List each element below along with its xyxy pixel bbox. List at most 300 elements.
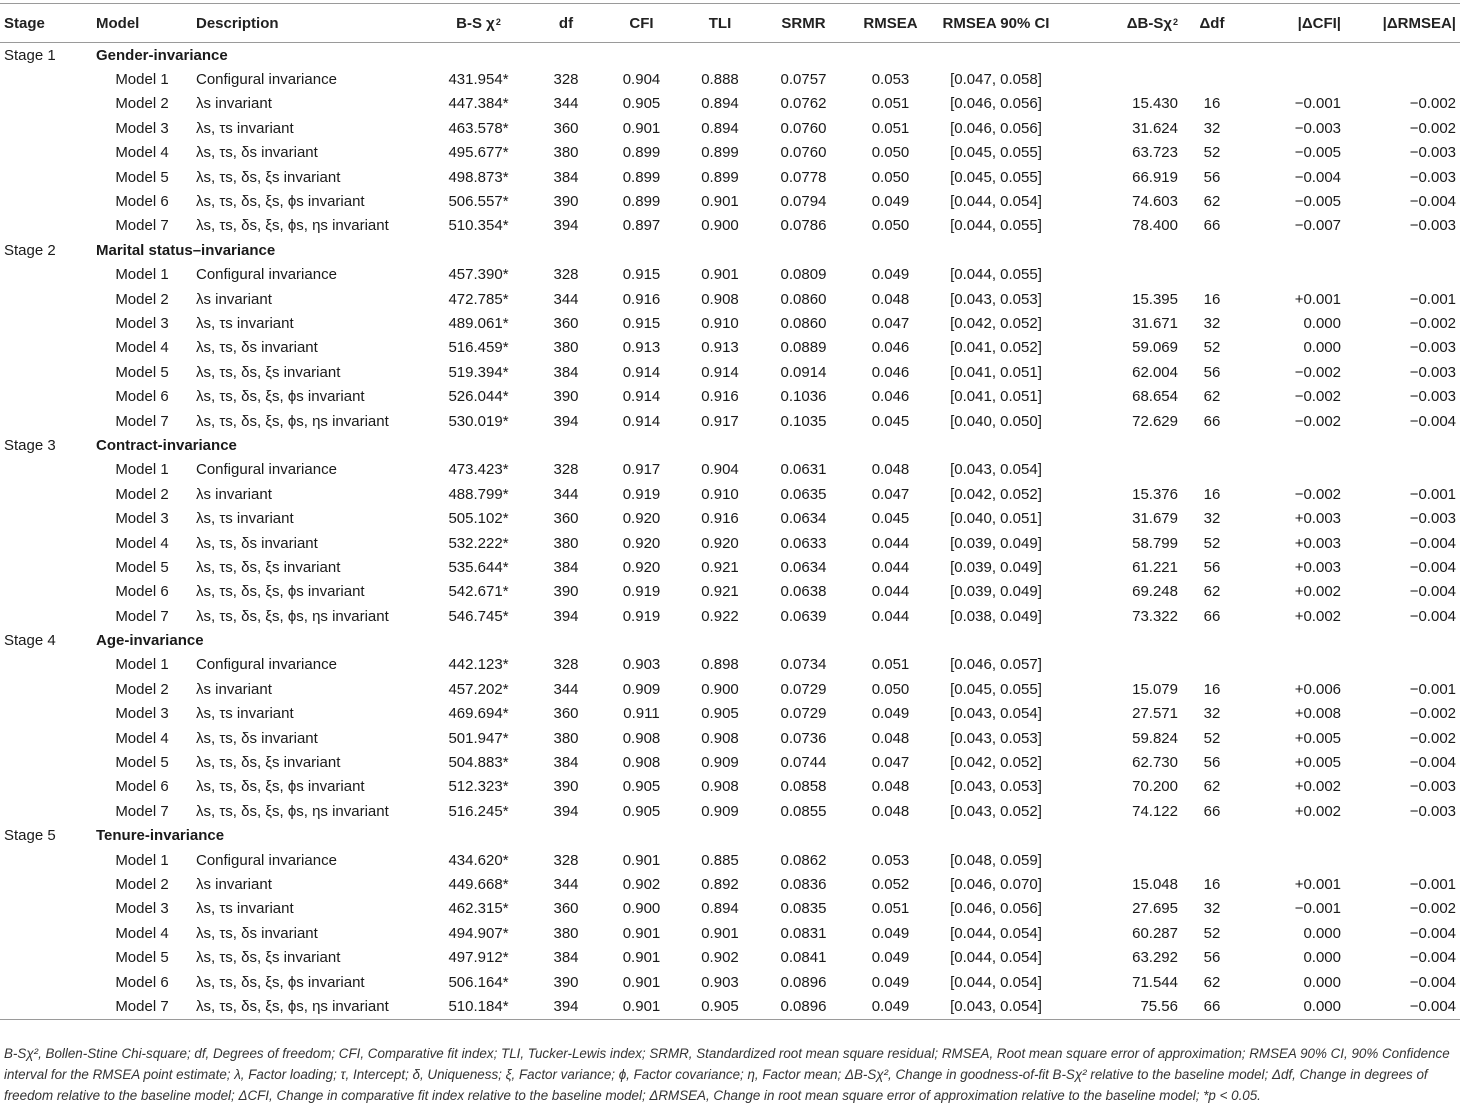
cell-delta-cfi: +0.003: [1294, 510, 1341, 528]
cell-delta-bs: 31.679: [1132, 510, 1178, 528]
cell-delta-rmsea: −0.003: [1409, 363, 1456, 381]
cell-cfi: 0.905: [622, 802, 661, 820]
cell-rmsea: 0.047: [871, 485, 910, 503]
cell-tli: 0.908: [701, 729, 739, 747]
cell-model: Model 3: [115, 510, 169, 528]
cell-model: Model 7: [115, 412, 169, 430]
cell-model: Model 6: [115, 583, 169, 601]
cell-rmsea-ci: [0.046, 0.056]: [950, 95, 1042, 113]
cell-rmsea-ci: [0.040, 0.051]: [950, 510, 1042, 528]
empty-cell: [0, 263, 92, 287]
cell-model: Model 2: [115, 485, 169, 503]
empty-cell: [680, 238, 760, 262]
cell-rmsea-ci: [0.039, 0.049]: [950, 534, 1042, 552]
cell-delta-rmsea: −0.004: [1409, 558, 1456, 576]
cell-rmsea-ci: [0.042, 0.052]: [950, 754, 1042, 772]
cell-delta-df: 56: [1203, 558, 1221, 576]
empty-cell: [1182, 433, 1242, 457]
stage-title: Age-invariance: [96, 632, 204, 650]
cell-tli: 0.910: [701, 485, 739, 503]
cell-srmr: 0.0631: [780, 461, 827, 479]
cell-model: Model 3: [115, 900, 169, 918]
table-row: [0, 604, 1460, 628]
cell-delta-df: 32: [1203, 900, 1221, 918]
cell-cfi: 0.919: [622, 583, 661, 601]
empty-cell: [0, 580, 92, 604]
cell-delta-bs: 63.292: [1132, 949, 1178, 967]
cell-delta-bs: 15.048: [1132, 875, 1178, 893]
stage-row: [0, 238, 1460, 262]
cell-delta-cfi: −0.004: [1294, 168, 1341, 186]
cell-rmsea-ci: [0.046, 0.056]: [950, 119, 1042, 137]
cell-delta-df: 52: [1203, 144, 1221, 162]
cell-tli: 0.910: [701, 314, 739, 332]
cell-rmsea: 0.049: [871, 193, 910, 211]
cell-srmr: 0.0858: [780, 778, 827, 796]
cell-description: λs, τs, δs invariant: [196, 924, 318, 942]
cell-model: Model 2: [115, 290, 169, 308]
cell-cfi: 0.920: [622, 510, 661, 528]
cell-delta-cfi: [1242, 653, 1345, 677]
cell-description: λs, τs, δs invariant: [196, 339, 318, 357]
table-row: [0, 165, 1460, 189]
cell-tli: 0.901: [701, 193, 739, 211]
cell-model: Model 1: [115, 266, 169, 284]
cell-cfi: 0.911: [623, 705, 660, 723]
cell-rmsea: 0.052: [871, 875, 910, 893]
cell-description: λs, τs, δs, ξs, ϕs, ηs invariant: [196, 412, 389, 430]
empty-cell: [1242, 43, 1345, 68]
empty-cell: [0, 116, 92, 140]
cell-delta-cfi: −0.002: [1294, 388, 1341, 406]
cell-srmr: 0.0638: [780, 583, 827, 601]
cell-description: λs, τs, δs, ξs, ϕs invariant: [196, 583, 365, 601]
cell-description: λs, τs, δs, ξs, ϕs invariant: [196, 193, 365, 211]
cell-tli: 0.899: [701, 144, 739, 162]
empty-cell: [847, 824, 934, 848]
cell-cfi: 0.899: [622, 144, 661, 162]
cell-model: Model 4: [115, 729, 169, 747]
cell-model: Model 1: [115, 851, 169, 869]
cell-bs-chi2: 504.883*: [448, 754, 509, 772]
cell-delta-bs: 27.571: [1132, 705, 1178, 723]
cell-bs-chi2: 498.873*: [448, 168, 509, 186]
cell-description: λs, τs, δs, ξs, ϕs invariant: [196, 388, 365, 406]
cell-delta-cfi: +0.003: [1294, 558, 1341, 576]
cell-delta-rmsea: −0.004: [1409, 754, 1456, 772]
empty-cell: [680, 43, 760, 68]
cell-srmr: 0.0836: [780, 875, 827, 893]
cell-delta-rmsea: −0.001: [1409, 875, 1456, 893]
cell-delta-bs: 75.56: [1058, 994, 1182, 1019]
cell-rmsea: 0.046: [871, 363, 910, 381]
cell-df: 384: [553, 558, 579, 576]
cell-tli: 0.922: [701, 607, 739, 625]
table-row: [0, 702, 1460, 726]
cell-delta-cfi: −0.002: [1294, 412, 1341, 430]
cell-cfi: 0.904: [622, 71, 661, 89]
cell-srmr: 0.0896: [780, 973, 827, 991]
cell-cfi: 0.901: [622, 973, 661, 991]
cell-bs-chi2: 506.164*: [448, 973, 509, 991]
cell-bs-chi2: 494.907*: [448, 924, 509, 942]
cell-delta-bs: 78.400: [1132, 217, 1178, 235]
cell-bs-chi2: 495.677*: [448, 144, 509, 162]
table-row: [0, 921, 1460, 945]
empty-cell: [428, 824, 529, 848]
table-row: [0, 750, 1460, 774]
cell-cfi: 0.908: [622, 729, 661, 747]
cell-bs-chi2: 457.390*: [448, 266, 509, 284]
empty-cell: [934, 43, 1058, 68]
cell-delta-cfi: +0.002: [1294, 607, 1341, 625]
cell-bs-chi2: 449.668*: [448, 875, 509, 893]
cell-tli: 0.885: [701, 851, 739, 869]
cell-delta-rmsea: −0.004: [1409, 924, 1456, 942]
cell-delta-rmsea: −0.003: [1409, 778, 1456, 796]
empty-cell: [0, 775, 92, 799]
cell-bs-chi2: 431.954*: [448, 71, 509, 89]
cell-delta-df: 32: [1203, 705, 1221, 723]
cell-srmr: 0.0639: [780, 607, 827, 625]
cell-delta-df: 16: [1203, 875, 1221, 893]
cell-rmsea-ci: [0.041, 0.052]: [950, 339, 1042, 357]
cell-srmr: 0.0633: [780, 534, 827, 552]
table-row: [0, 67, 1460, 91]
table-row: [0, 848, 1460, 872]
cell-tli: 0.898: [701, 656, 739, 674]
cell-delta-rmsea: −0.003: [1409, 510, 1456, 528]
cell-rmsea: 0.047: [871, 754, 910, 772]
empty-cell: [603, 43, 680, 68]
empty-cell: [0, 92, 92, 116]
cell-description: λs, τs, δs, ξs, ϕs, ηs invariant: [192, 994, 428, 1019]
cell-df: 394: [553, 217, 579, 235]
empty-cell: [680, 628, 760, 652]
cell-delta-df: 56: [1203, 754, 1221, 772]
cell-model: Model 5: [115, 363, 169, 381]
cell-delta-rmsea: −0.004: [1409, 412, 1456, 430]
cell-model: Model 4: [115, 924, 169, 942]
cell-description: λs invariant: [196, 290, 272, 308]
cell-bs-chi2: 516.245*: [448, 802, 509, 820]
stage-row: [0, 628, 1460, 652]
cell-bs-chi2: 469.694*: [448, 705, 509, 723]
empty-cell: [0, 945, 92, 969]
cell-delta-cfi: 0.000: [1303, 924, 1341, 942]
cell-delta-df: [1182, 653, 1242, 677]
cell-srmr: 0.0862: [780, 851, 827, 869]
cell-rmsea-ci: [0.045, 0.055]: [950, 680, 1042, 698]
empty-cell: [1345, 238, 1460, 262]
cell-delta-bs: 58.799: [1132, 534, 1178, 552]
cell-delta-df: 16: [1203, 95, 1221, 113]
cell-delta-rmsea: −0.004: [1345, 994, 1460, 1019]
cell-description: λs, τs, δs, ξs invariant: [196, 363, 341, 381]
cell-model: Model 4: [115, 339, 169, 357]
cell-rmsea: 0.051: [871, 119, 910, 137]
cell-delta-rmsea: −0.004: [1409, 534, 1456, 552]
cell-delta-df: [1182, 67, 1242, 91]
cell-rmsea: 0.049: [871, 266, 910, 284]
cell-delta-df: 52: [1203, 729, 1221, 747]
cell-delta-bs: 61.221: [1132, 558, 1178, 576]
cell-df: 328: [553, 461, 579, 479]
cell-delta-df: 66: [1203, 412, 1221, 430]
cell-rmsea: 0.051: [871, 900, 910, 918]
cell-rmsea-ci: [0.043, 0.053]: [950, 778, 1042, 796]
stage-title: Contract-invariance: [96, 436, 237, 454]
cell-df: 328: [553, 71, 579, 89]
cell-delta-rmsea: −0.003: [1409, 339, 1456, 357]
cell-df: 384: [553, 363, 579, 381]
empty-cell: [0, 970, 92, 994]
cell-tli: 0.894: [701, 119, 739, 137]
empty-cell: [529, 628, 603, 652]
empty-cell: [0, 799, 92, 823]
cell-rmsea: 0.049: [871, 973, 910, 991]
empty-cell: [0, 165, 92, 189]
cell-model: Model 1: [115, 71, 169, 89]
cell-description: λs, τs, δs invariant: [196, 729, 318, 747]
empty-cell: [680, 433, 760, 457]
header-bs-chi2: B-S $\chi^2$: [428, 4, 529, 43]
table-row: [0, 189, 1460, 213]
cell-rmsea: 0.049: [847, 994, 934, 1019]
empty-cell: [934, 824, 1058, 848]
cell-delta-df: 62: [1203, 193, 1221, 211]
cell-delta-df: 32: [1203, 314, 1221, 332]
cell-description: λs, τs, δs, ξs invariant: [196, 558, 341, 576]
table-row: [0, 360, 1460, 384]
empty-cell: [1242, 238, 1345, 262]
empty-cell: [760, 824, 847, 848]
table-row: [0, 141, 1460, 165]
invariance-table: [0, 3, 1460, 1020]
cell-rmsea: 0.053: [871, 71, 910, 89]
cell-bs-chi2: 463.578*: [448, 119, 509, 137]
cell-srmr: 0.0734: [780, 656, 827, 674]
cell-tli: 0.903: [701, 973, 739, 991]
cell-delta-df: 62: [1203, 583, 1221, 601]
empty-cell: [847, 433, 934, 457]
cell-rmsea-ci: [0.044, 0.054]: [950, 973, 1042, 991]
cell-rmsea-ci: [0.045, 0.055]: [950, 168, 1042, 186]
cell-tli: 0.908: [701, 778, 739, 796]
cell-delta-bs: [1058, 263, 1182, 287]
cell-delta-df: 52: [1203, 339, 1221, 357]
header-delta-bs: $\Delta B-S\chi^2$: [1058, 4, 1182, 43]
cell-delta-rmsea: −0.001: [1409, 290, 1456, 308]
cell-description: λs, τs, δs invariant: [196, 144, 318, 162]
empty-cell: [603, 238, 680, 262]
empty-cell: [760, 433, 847, 457]
empty-cell: [603, 628, 680, 652]
table-row: [0, 994, 1460, 1019]
cell-cfi: 0.899: [622, 168, 661, 186]
cell-delta-cfi: [1242, 67, 1345, 91]
cell-rmsea: 0.048: [871, 729, 910, 747]
empty-cell: [1345, 628, 1460, 652]
cell-tli: 0.916: [701, 388, 739, 406]
cell-delta-bs: [1058, 67, 1182, 91]
cell-description: Configural invariance: [196, 656, 337, 674]
cell-srmr: 0.0786: [780, 217, 827, 235]
empty-cell: [0, 872, 92, 896]
cell-srmr: 0.0860: [780, 290, 827, 308]
cell-tli: 0.909: [701, 802, 739, 820]
cell-model: Model 3: [115, 314, 169, 332]
cell-rmsea: 0.048: [871, 802, 910, 820]
table-row: [0, 287, 1460, 311]
cell-description: λs, τs, δs, ξs invariant: [196, 168, 341, 186]
empty-cell: [428, 433, 529, 457]
empty-cell: [603, 824, 680, 848]
cell-tli: 0.921: [701, 558, 739, 576]
cell-delta-cfi: −0.002: [1294, 485, 1341, 503]
cell-df: 390: [553, 973, 579, 991]
cell-srmr: 0.0855: [780, 802, 827, 820]
cell-delta-df: 62: [1203, 388, 1221, 406]
cell-delta-cfi: [1242, 848, 1345, 872]
cell-delta-cfi: +0.002: [1294, 778, 1341, 796]
header-tli: TLI: [680, 4, 760, 43]
cell-delta-bs: [1058, 458, 1182, 482]
cell-description: λs, τs invariant: [196, 510, 294, 528]
cell-rmsea-ci: [0.043, 0.054]: [934, 994, 1058, 1019]
cell-delta-cfi: 0.000: [1303, 314, 1341, 332]
table-row: [0, 945, 1460, 969]
cell-df: 344: [553, 290, 579, 308]
cell-bs-chi2: 501.947*: [448, 729, 509, 747]
cell-description: λs, τs, δs, ξs, ϕs, ηs invariant: [196, 607, 389, 625]
table-row: [0, 482, 1460, 506]
cell-model: Model 5: [115, 558, 169, 576]
cell-rmsea-ci: [0.043, 0.053]: [950, 290, 1042, 308]
cell-bs-chi2: 472.785*: [448, 290, 509, 308]
empty-cell: [0, 409, 92, 433]
cell-srmr: 0.1036: [780, 388, 827, 406]
cell-delta-df: 66: [1203, 607, 1221, 625]
table-row: [0, 311, 1460, 335]
cell-bs-chi2: 542.671*: [448, 583, 509, 601]
cell-rmsea-ci: [0.041, 0.051]: [950, 388, 1042, 406]
table-row: [0, 775, 1460, 799]
cell-bs-chi2: 530.019*: [448, 412, 509, 430]
cell-description: Configural invariance: [196, 851, 337, 869]
cell-delta-df: 16: [1203, 290, 1221, 308]
cell-delta-rmsea: −0.004: [1409, 193, 1456, 211]
cell-delta-df: 52: [1203, 534, 1221, 552]
cell-delta-bs: 31.624: [1132, 119, 1178, 137]
cell-model: Model 1: [115, 656, 169, 674]
cell-rmsea-ci: [0.043, 0.054]: [950, 705, 1042, 723]
empty-cell: [0, 189, 92, 213]
cell-tli: 0.914: [701, 363, 739, 381]
empty-cell: [0, 506, 92, 530]
empty-cell: [0, 336, 92, 360]
cell-df: 344: [553, 680, 579, 698]
cell-srmr: 0.1035: [780, 412, 827, 430]
empty-cell: [0, 287, 92, 311]
cell-cfi: 0.915: [622, 266, 661, 284]
cell-bs-chi2: 442.123*: [448, 656, 509, 674]
cell-tli: 0.888: [701, 71, 739, 89]
cell-delta-rmsea: [1345, 263, 1460, 287]
cell-delta-df: [1182, 458, 1242, 482]
cell-delta-bs: 15.430: [1132, 95, 1178, 113]
cell-model: Model 1: [115, 461, 169, 479]
cell-rmsea-ci: [0.044, 0.055]: [950, 266, 1042, 284]
cell-model: Model 2: [115, 875, 169, 893]
cell-bs-chi2: 489.061*: [448, 314, 509, 332]
cell-delta-cfi: +0.001: [1294, 290, 1341, 308]
cell-cfi: 0.914: [622, 388, 661, 406]
cell-model: Model 3: [115, 705, 169, 723]
cell-df: 394: [553, 412, 579, 430]
cell-bs-chi2: 473.423*: [448, 461, 509, 479]
cell-model: Model 4: [115, 534, 169, 552]
cell-delta-cfi: −0.005: [1294, 193, 1341, 211]
cell-cfi: 0.916: [622, 290, 661, 308]
cell-srmr: 0.0634: [780, 510, 827, 528]
cell-delta-df: 32: [1203, 510, 1221, 528]
table-row: [0, 799, 1460, 823]
cell-rmsea: 0.051: [871, 95, 910, 113]
cell-bs-chi2: 505.102*: [448, 510, 509, 528]
cell-delta-rmsea: −0.002: [1409, 729, 1456, 747]
cell-delta-bs: 74.603: [1132, 193, 1178, 211]
cell-delta-rmsea: [1345, 458, 1460, 482]
empty-cell: [1182, 238, 1242, 262]
cell-delta-bs: 60.287: [1132, 924, 1178, 942]
cell-delta-bs: 31.671: [1132, 314, 1178, 332]
empty-cell: [1182, 824, 1242, 848]
cell-delta-cfi: −0.003: [1294, 119, 1341, 137]
cell-delta-cfi: [1242, 458, 1345, 482]
empty-cell: [0, 214, 92, 238]
empty-cell: [0, 555, 92, 579]
empty-cell: [529, 238, 603, 262]
empty-cell: [0, 848, 92, 872]
table-row: [0, 531, 1460, 555]
cell-srmr: 0.0860: [780, 314, 827, 332]
cell-srmr: 0.0729: [780, 680, 827, 698]
cell-delta-bs: 66.919: [1132, 168, 1178, 186]
table-row: [0, 677, 1460, 701]
cell-delta-df: 62: [1203, 973, 1221, 991]
cell-delta-df: [1182, 263, 1242, 287]
empty-cell: [0, 458, 92, 482]
cell-delta-df: 52: [1203, 924, 1221, 942]
header-stage: Stage: [0, 4, 92, 43]
cell-rmsea: 0.050: [871, 217, 910, 235]
cell-bs-chi2: 516.459*: [448, 339, 509, 357]
cell-rmsea-ci: [0.046, 0.057]: [950, 656, 1042, 674]
cell-tli: 0.901: [701, 266, 739, 284]
cell-model: Model 7: [115, 607, 169, 625]
cell-rmsea: 0.050: [871, 168, 910, 186]
empty-cell: [1182, 43, 1242, 68]
cell-description: λs, τs invariant: [196, 314, 294, 332]
cell-rmsea: 0.044: [871, 534, 910, 552]
cell-rmsea-ci: [0.044, 0.054]: [950, 949, 1042, 967]
cell-df: 344: [553, 875, 579, 893]
cell-srmr: 0.0635: [780, 485, 827, 503]
cell-tli: 0.921: [701, 583, 739, 601]
cell-rmsea-ci: [0.044, 0.055]: [950, 217, 1042, 235]
cell-delta-df: 66: [1182, 994, 1242, 1019]
